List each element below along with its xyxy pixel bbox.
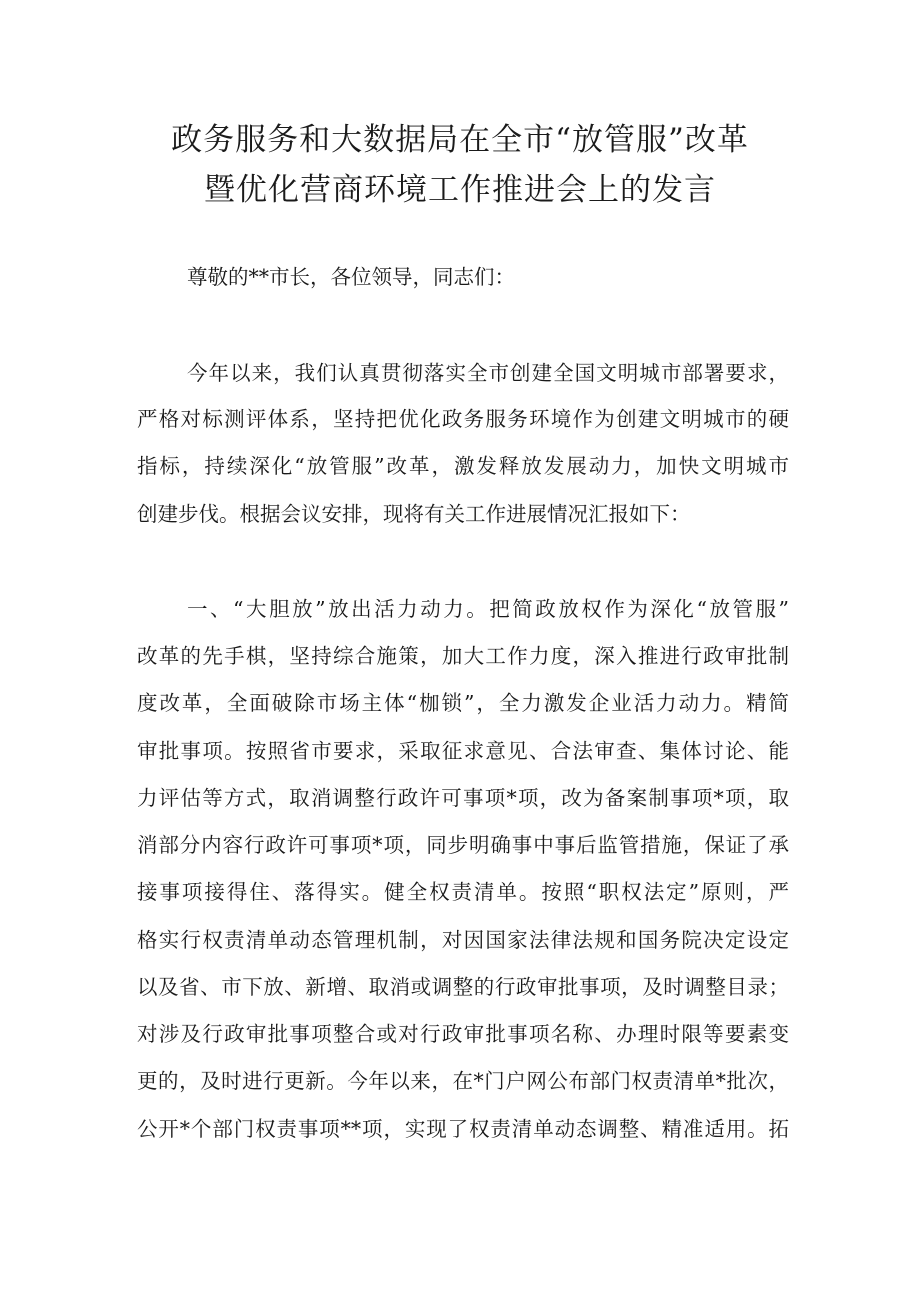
salutation: 尊敬的**市长，各位领导，同志们： [187,265,515,289]
paragraph-line: 今年以来，我们认真贯彻落实全市创建全国文明城市部署要求， [187,361,789,385]
paragraph-line: 更的，及时进行更新。今年以来，在*门户网公布部门权责清单*批次， [137,1069,789,1093]
paragraph-line: 改革的先手棋，坚持综合施策，加大工作力度，深入推进行政审批制 [137,644,789,668]
paragraph-line: 度改革，全面破除市场主体“枷锁”，全力激发企业活力动力。精简 [137,691,789,715]
paragraph-line: 消部分内容行政许可事项*项，同步明确事中事后监管措施，保证了承 [137,833,789,857]
paragraph-line: 创建步伐。根据会议安排，现将有关工作进展情况汇报如下： [137,502,691,526]
paragraph-line: 接事项接得住、落得实。健全权责清单。按照“职权法定”原则，严 [137,880,789,904]
document-title-line-2: 暨优化营商环境工作推进会上的发言 [204,172,716,208]
paragraph-line: 审批事项。按照省市要求，采取征求意见、合法审查、集体讨论、能 [137,739,789,763]
document-title-line-1: 政务服务和大数据局在全市“放管服”改革 [171,122,749,158]
paragraph-line: 严格对标测评体系，坚持把优化政务服务环境作为创建文明城市的硬 [137,407,789,431]
paragraph-line: 对涉及行政审批事项整合或对行政审批事项名称、办理时限等要素变 [137,1022,789,1046]
paragraph-line: 指标，持续深化“放管服”改革，激发释放发展动力，加快文明城市 [137,454,789,478]
paragraph-line: 力评估等方式，取消调整行政许可事项*项，改为备案制事项*项，取 [137,786,789,810]
paragraph-line: 以及省、市下放、新增、取消或调整的行政审批事项，及时调整目录； [137,975,789,999]
paragraph-line: 公开*个部门权责事项**项，实现了权责清单动态调整、精准适用。拓 [137,1117,789,1141]
paragraph-line: 一、“大胆放”放出活力动力。把简政放权作为深化“放管服” [187,597,789,621]
paragraph-line: 格实行权责清单动态管理机制，对因国家法律法规和国务院决定设定 [137,928,789,952]
